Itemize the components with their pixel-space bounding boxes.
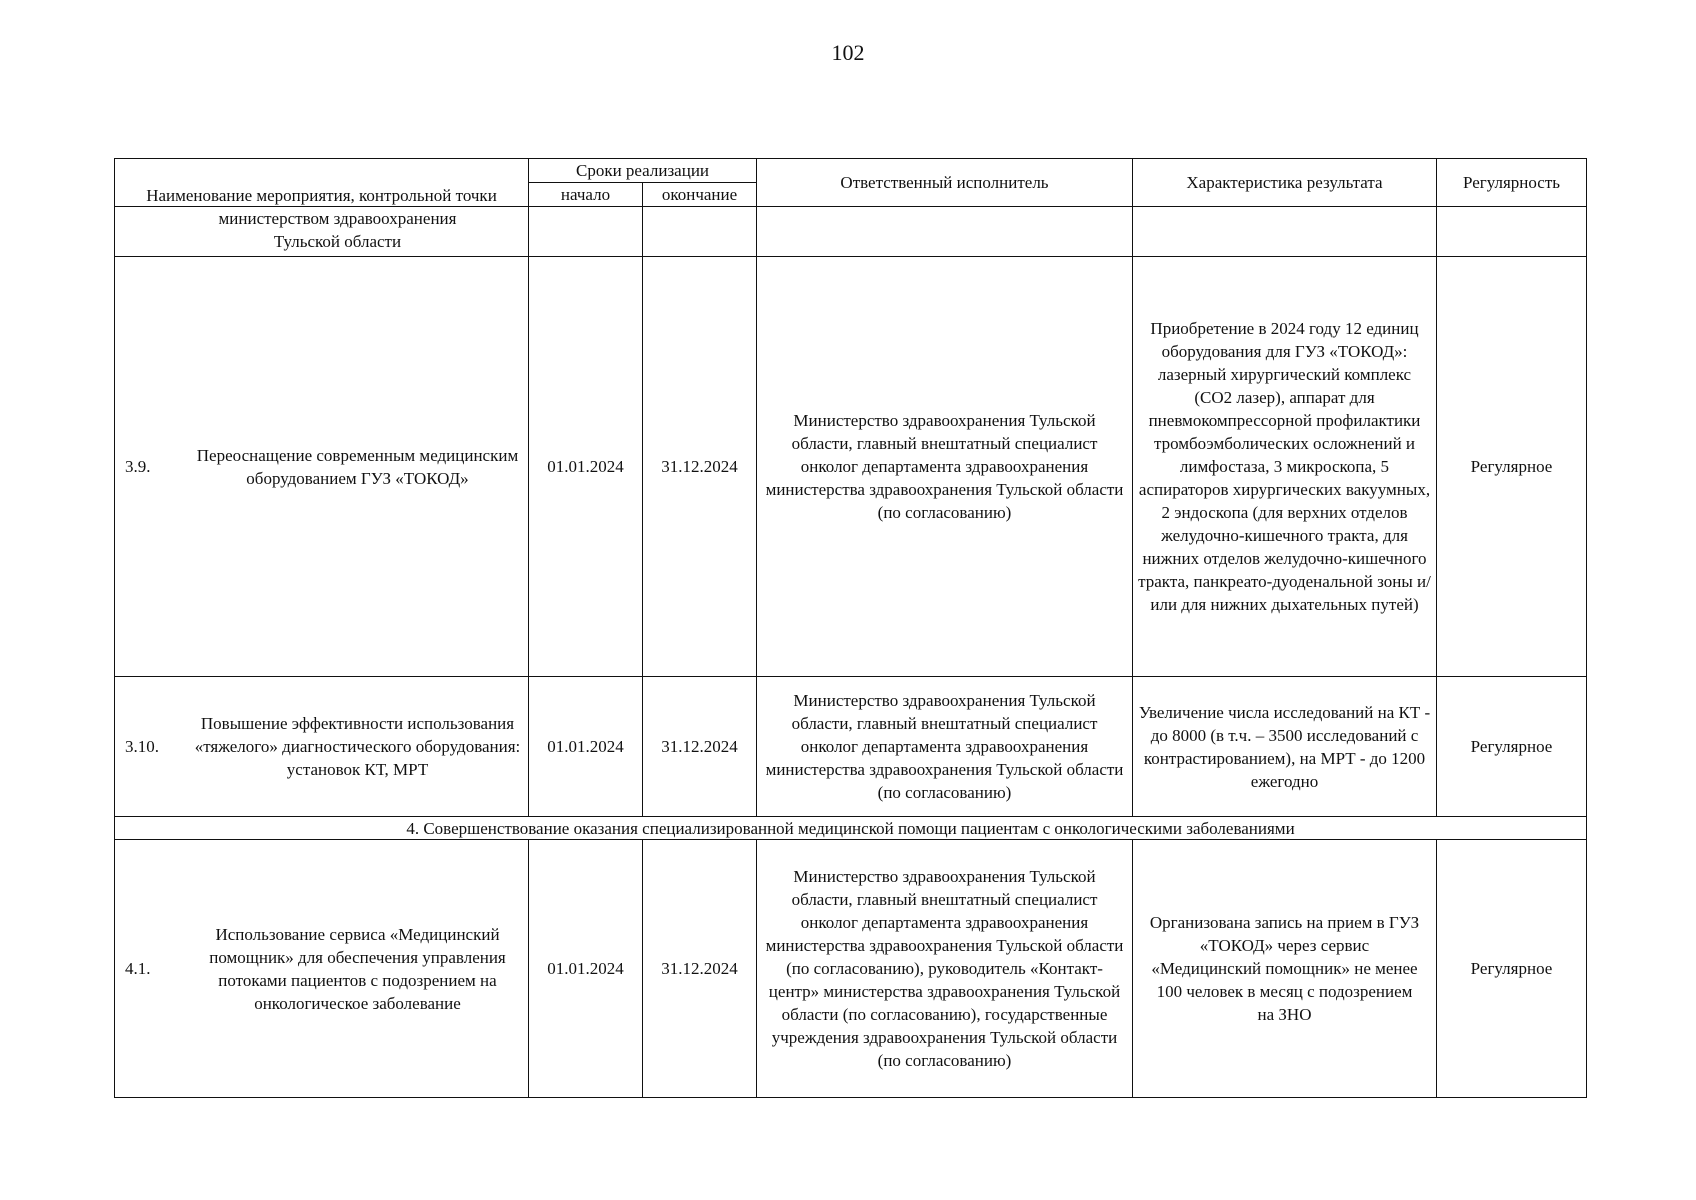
row-number: 4.1. bbox=[125, 959, 151, 978]
section-row bbox=[115, 817, 1587, 840]
table-row bbox=[115, 677, 1587, 817]
plan-table bbox=[114, 158, 1587, 1098]
row-regularity: Регулярное bbox=[1437, 257, 1587, 677]
header-end: окончание bbox=[643, 183, 757, 207]
row-regularity: Регулярное bbox=[1437, 677, 1587, 817]
row-name: Повышение эффективности использования «тяжелого» диагностического оборудования: установок КТ, МРТ bbox=[194, 714, 521, 779]
row-start: 01.01.2024 bbox=[529, 677, 643, 817]
row-name: Переоснащение современным медицинским оборудованием ГУЗ «ТОКОД» bbox=[196, 445, 519, 488]
row-result: Увеличение числа исследований на КТ - до 8000 (в т.ч. – 3500 исследований с контрастированием), на МРТ - до 1200 ежегодно bbox=[1133, 677, 1437, 817]
header-terms: Сроки реализации bbox=[529, 159, 757, 183]
row-number: 3.10. bbox=[125, 737, 159, 756]
table-row bbox=[115, 840, 1587, 1098]
section-title: 4. Совершенствование оказания специализированной медицинской помощи пациентам с онкологическими заболеваниями bbox=[115, 817, 1587, 840]
header-result: Характеристика результата bbox=[1133, 159, 1437, 207]
header-name: Наименование мероприятия, контрольной точки bbox=[115, 159, 529, 207]
header-regularity: Регулярность bbox=[1437, 159, 1587, 207]
row-name: Использование сервиса «Медицинский помощник» для обеспечения управления потоками пациентов с подозрением на онкологическое заболевание bbox=[209, 924, 506, 1013]
header-start: начало bbox=[529, 183, 643, 207]
row-result: Приобретение в 2024 году 12 единиц оборудования для ГУЗ «ТОКОД»: лазерный хирургический комплекс (СО2 лазер), аппарат для пневмокомпрессорной профилактики тромбоэмболических осложнений и лимфостаза, 3 микроскопа, 5 аспираторов хирургических вакуумных, 2 эндоскопа (для верхних отделов желудочно-кишечного тракта, для нижних отделов желудочно-кишечного тракта, панкреато-дуоденальной зоны и/или для нижних дыхательных путей) bbox=[1133, 257, 1437, 677]
row-executor: Министерство здравоохранения Тульской области, главный внештатный специалист онколог департамента здравоохранения министерства здравоохранения Тульской области (по согласованию), руководитель «Контакт-центр» министерства здравоохранения Тульской области (по согласованию), государственные учреждения здравоохранения Тульской области (по согласованию) bbox=[757, 840, 1133, 1098]
row-executor: Министерство здравоохранения Тульской области, главный внештатный специалист онколог департамента здравоохранения министерства здравоохранения Тульской области (по согласованию) bbox=[757, 677, 1133, 817]
page-number: 102 bbox=[831, 40, 865, 65]
row-start: 01.01.2024 bbox=[529, 257, 643, 677]
table-row bbox=[115, 207, 1587, 257]
table-row bbox=[115, 257, 1587, 677]
row-regularity: Регулярное bbox=[1437, 840, 1587, 1098]
row-number: 3.9. bbox=[125, 457, 151, 476]
row-name: министерством здравоохранения Тульской области bbox=[218, 209, 457, 251]
row-result: Организована запись на прием в ГУЗ «ТОКОД» через сервис «Медицинский помощник» не менее 100 человек в месяц с подозрением на ЗНО bbox=[1133, 840, 1437, 1098]
row-end: 31.12.2024 bbox=[643, 677, 757, 817]
header-executor: Ответственный исполнитель bbox=[757, 159, 1133, 207]
row-end: 31.12.2024 bbox=[643, 257, 757, 677]
row-end: 31.12.2024 bbox=[643, 840, 757, 1098]
row-executor: Министерство здравоохранения Тульской области, главный внештатный специалист онколог департамента здравоохранения министерства здравоохранения Тульской области (по согласованию) bbox=[757, 257, 1133, 677]
row-start: 01.01.2024 bbox=[529, 840, 643, 1098]
